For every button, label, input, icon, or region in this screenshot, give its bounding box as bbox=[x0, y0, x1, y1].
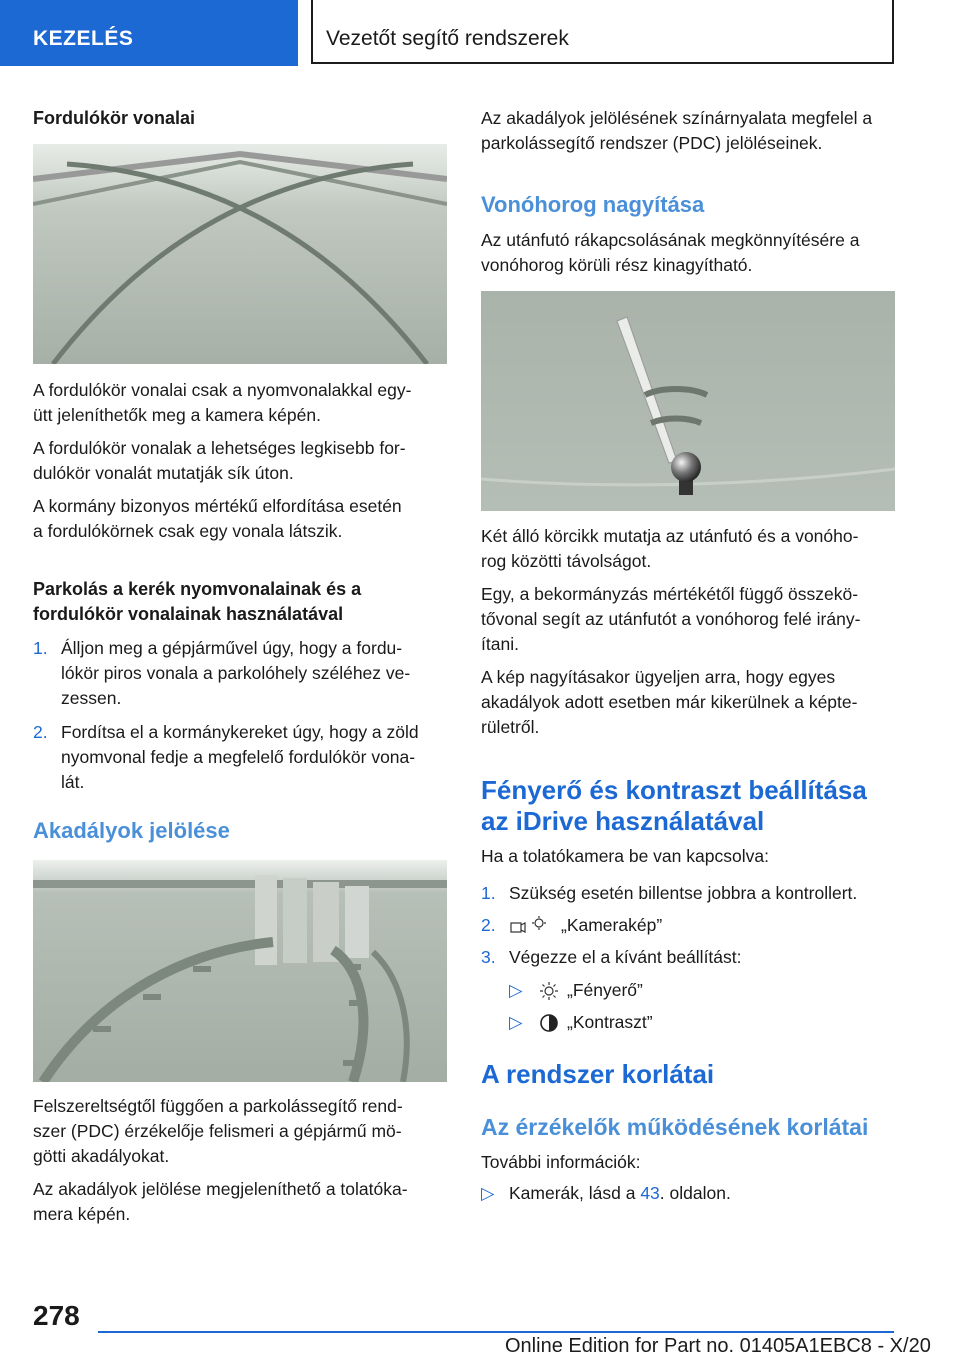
heading-brightness-contrast: Fényerő és kontraszt beállítása bbox=[481, 775, 867, 805]
step-text: Fordítsa el a kormánykereket úgy, hogy a zöld bbox=[61, 722, 419, 742]
text-line: vonóhorog körüli rész kinagyítható. bbox=[481, 255, 753, 275]
heading-sensor-limits: Az érzékelők működésének korlátai bbox=[481, 1114, 869, 1140]
sub-item-text: „Kontraszt” bbox=[567, 1012, 653, 1032]
heading-obstacles: Akadályok jelölése bbox=[33, 818, 230, 843]
section-tab bbox=[0, 0, 298, 66]
page-number: 278 bbox=[33, 1300, 80, 1331]
reference-item bbox=[481, 1181, 901, 1206]
chapter-title-box bbox=[311, 0, 894, 64]
heading-brightness-contrast-cont: az iDrive használatával bbox=[481, 806, 765, 836]
step-number: 3. bbox=[481, 947, 496, 967]
triangle-bullet: ▷ bbox=[481, 1183, 495, 1203]
footer-divider bbox=[98, 1331, 894, 1333]
text-line: A fordulókör vonalai csak a nyomvonalakkal egy- bbox=[33, 380, 412, 400]
text-line: Egy, a bekormányzás mértékétől függő összekö- bbox=[481, 584, 859, 604]
heading-hitch-zoom: Vonóhorog nagyítása bbox=[481, 192, 705, 217]
obstacle-illustration bbox=[33, 860, 447, 1082]
turning-lines-illustration bbox=[33, 144, 447, 364]
reference-suffix: . oldalon. bbox=[659, 1183, 731, 1203]
text-line: tővonal segít az utánfutót a vonóhorog felé irány- bbox=[481, 609, 861, 629]
edition-text: Online Edition for Part no. 01405A1EBC8 - X/20 bbox=[505, 1335, 931, 1357]
step-text: nyomvonal fedje a megfelelő fordulókör vona- bbox=[61, 747, 416, 767]
heading-parking: Parkolás a kerék nyomvonalainak és a bbox=[33, 579, 362, 599]
text-line: Az akadályok jelölésének színárnyalata megfelel a bbox=[481, 108, 873, 128]
step-item bbox=[481, 945, 901, 970]
hitch-zoom-image bbox=[481, 291, 895, 511]
text-line: Ha a tolatókamera be van kapcsolva: bbox=[481, 846, 769, 866]
step-text: lát. bbox=[61, 772, 85, 792]
text-line: a fordulókörnek csak egy vonala látszik. bbox=[33, 521, 343, 541]
text-line: A kép nagyításakor ügyeljen arra, hogy egyes bbox=[481, 667, 836, 687]
heading-turning-lines: Fordulókör vonalai bbox=[33, 108, 196, 128]
reference-text bbox=[509, 1181, 731, 1206]
text-line: A kormány bizonyos mértékű elfordítása esetén bbox=[33, 496, 402, 516]
step-text: zessen. bbox=[61, 688, 122, 708]
step-text: lókör piros vonala a parkolóhely széléhez ve- bbox=[61, 663, 411, 683]
step-item bbox=[481, 913, 901, 938]
text-line: ütt jeleníthetők meg a kamera képén. bbox=[33, 405, 321, 425]
text-line: További információk: bbox=[481, 1152, 641, 1172]
step-text: „Kamerakép” bbox=[561, 915, 663, 935]
brightness-icon bbox=[539, 978, 559, 1003]
text-line: rog közötti távolságot. bbox=[481, 551, 652, 571]
step-number: 2. bbox=[33, 722, 48, 742]
text-line: akadályok adott esetben már kikerülnek a képte- bbox=[481, 692, 858, 712]
text-line: szer (PDC) érzékelője felismeri a gépjármű mö- bbox=[33, 1121, 402, 1141]
text-line: mera képén. bbox=[33, 1204, 131, 1224]
sub-item-text: „Fényerő” bbox=[567, 980, 643, 1000]
obstacle-marking-image bbox=[33, 860, 447, 1082]
text-line: Felszereltségtől függően a parkolássegítő rend- bbox=[33, 1096, 403, 1116]
step-number: 2. bbox=[481, 915, 496, 935]
heading-parking-cont: fordulókör vonalainak használatával bbox=[33, 604, 344, 624]
step-item bbox=[33, 636, 453, 716]
step-text: Szükség esetén billentse jobbra a kontrollert. bbox=[509, 883, 858, 903]
step-text: Végezze el a kívánt beállítást: bbox=[509, 947, 742, 967]
page-link[interactable]: 43 bbox=[640, 1183, 660, 1203]
sub-item bbox=[509, 978, 889, 1003]
contrast-icon bbox=[539, 1010, 559, 1035]
text-line: Az akadályok jelölése megjeleníthető a tolatóka- bbox=[33, 1179, 408, 1199]
text-line: Két álló körcikk mutatja az utánfutó és a vonóho- bbox=[481, 526, 859, 546]
text-line: ítani. bbox=[481, 634, 519, 654]
chapter-title: Vezetőt segítő rendszerek bbox=[326, 27, 569, 50]
text-line: rületről. bbox=[481, 717, 540, 737]
triangle-bullet: ▷ bbox=[509, 1012, 523, 1032]
camera-view-icon bbox=[509, 913, 549, 938]
reference-prefix: Kamerák, lásd a bbox=[509, 1183, 641, 1203]
section-label: KEZELÉS bbox=[33, 27, 134, 50]
text-line: dulókör vonalát mutatják sík úton. bbox=[33, 463, 294, 483]
text-line: A fordulókör vonalak a lehetséges legkisebb for- bbox=[33, 438, 406, 458]
triangle-bullet: ▷ bbox=[509, 980, 523, 1000]
step-number: 1. bbox=[481, 883, 496, 903]
hitch-illustration bbox=[481, 291, 895, 511]
sub-item bbox=[509, 1010, 889, 1035]
text-line: Az utánfutó rákapcsolásának megkönnyítésére a bbox=[481, 230, 860, 250]
text-line: götti akadályokat. bbox=[33, 1146, 170, 1166]
step-item bbox=[33, 720, 453, 800]
turning-lines-image bbox=[33, 144, 447, 364]
heading-system-limits: A rendszer korlátai bbox=[481, 1059, 715, 1089]
step-number: 1. bbox=[33, 638, 48, 658]
step-text: Álljon meg a gépjárművel úgy, hogy a fordu- bbox=[61, 638, 403, 658]
step-item bbox=[481, 881, 901, 906]
text-line: parkolássegítő rendszer (PDC) jelöléseinek. bbox=[481, 133, 823, 153]
